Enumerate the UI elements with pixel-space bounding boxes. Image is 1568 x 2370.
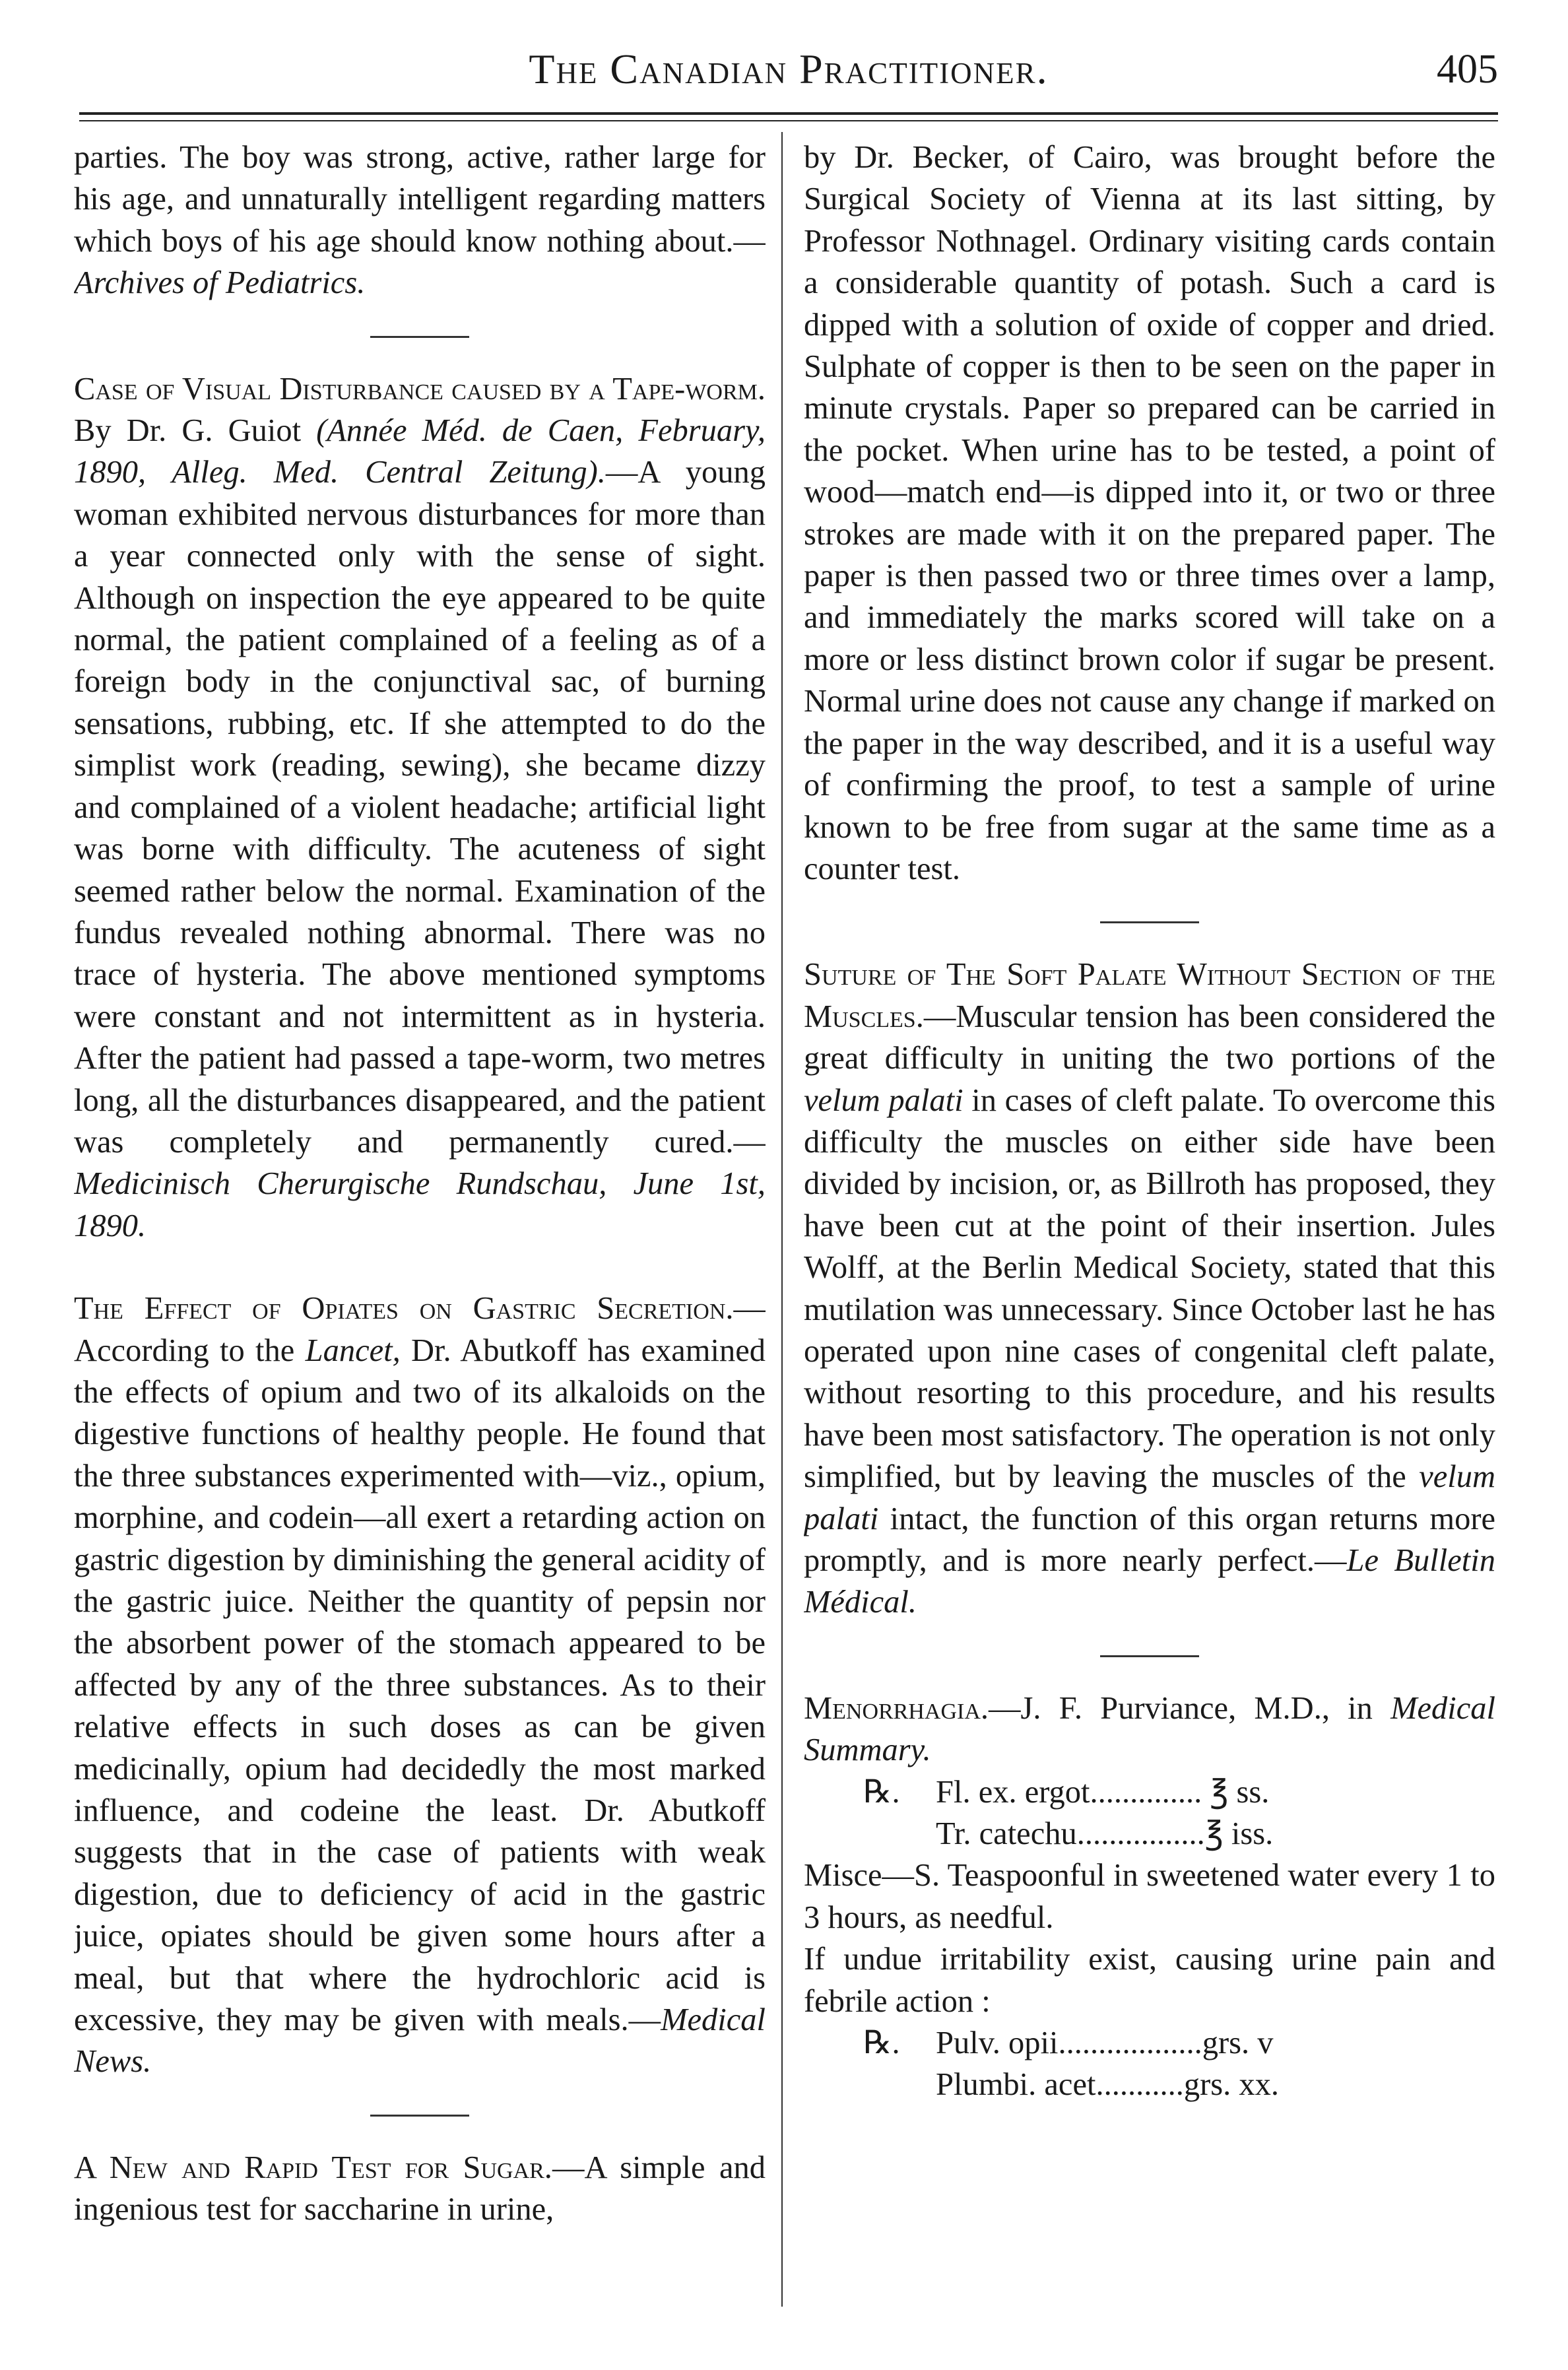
source-citation: Le Bulletin Médical. bbox=[804, 1543, 1495, 1620]
ingredient-line: Pulv. opii..................grs. v bbox=[936, 2025, 1274, 2061]
prescription-line bbox=[863, 2064, 1495, 2105]
running-header bbox=[79, 38, 1498, 117]
left-column bbox=[74, 137, 766, 2334]
author-text: By Dr. G. Guiot bbox=[74, 413, 317, 449]
ingredient-line: Plumbi. acet...........grs. xx. bbox=[936, 2067, 1279, 2103]
article-title: A New and Rapid Test for Sugar. bbox=[74, 2150, 552, 2185]
article-body: in cases of cleft palate. To overcome this difficulty the muscles on either side have been divided by incision, or, as Billroth has proposed, they have been cut at the point of their insertion. Jules Wolff, at the Berlin Medical Society, stated that this mutilation was unnecessary. Since October last he has operated upon nine cases of congenital cleft palate, without resorting to this procedure, and his results have been most satisfactory. The operation is not only simplified, but by leaving the muscles of the bbox=[804, 1082, 1495, 1495]
article-body: by Dr. Becker, of Cairo, was brought before the Surgical Society of Vienna at its last sitting, by Professor Nothnagel. Ordinary visiting cards contain a considerable quantity of potash. Such a card is dipped with a solution of oxide of copper and dried. Sulphate of copper is then to be seen on the paper in minute crystals. Paper so prepared can be carried in the pocket. When urine has to be tested, a point of wood—match end—is dipped into it, or two or three strokes are made with it on the prepared paper. The paper is then passed two or three times over a lamp, and immediately the marks scored will take on a more or less distinct brown color if sugar be present. Normal urine does not cause any change if marked on the paper in the way described, and it is a useful way of confirming the proof, to test a sample of urine known to be free from sugar at the same time as a counter test. bbox=[804, 140, 1495, 886]
directions bbox=[804, 1855, 1495, 1938]
article-menorrhagia bbox=[804, 1688, 1495, 1771]
recipe-symbol: ℞. bbox=[863, 2025, 900, 2061]
header-rule-thin bbox=[79, 120, 1498, 121]
article-body: Dr. Abutkoff has examined the effects of opium and two of its alkaloids on the digestive functions of healthy people. He found that the three substances experimented with—viz., opium, morphine, and codein—all exert a retarding action on gastric digestion by diminishing the general acidity of the gastric juice. Neither the quantity of pepsin nor the absorbent power of the stomach appeared to be affected by any of the three substances. As to their relative effects in such doses as can be given medicinally, opium had decidedly the most marked influence, and codeine the least. Dr. Abutkoff suggests that in the case of patients with weak digestion, due to deficiency of acid in the gastric juice, opiates should be given some hours after a meal, but that where the hydrochloric acid is excessive, they may be given with meals.— bbox=[74, 1333, 766, 2038]
section-separator bbox=[370, 2115, 469, 2117]
paragraph-text: Misce—S. Teaspoonful in sweetened water every 1 to 3 hours, as needful. bbox=[804, 1858, 1495, 1935]
ingredient-line: Tr. catechu................℥ iss. bbox=[936, 1816, 1274, 1852]
recipe-symbol: ℞. bbox=[863, 1774, 900, 1810]
article-title: Case of Visual Disturbance caused by a Tape-worm. bbox=[74, 371, 766, 407]
section-separator bbox=[1100, 1655, 1199, 1657]
article-title: The Effect of Opiates on Gastric Secretion. bbox=[74, 1291, 734, 1327]
section-separator bbox=[1100, 921, 1199, 923]
article-visual-disturbance bbox=[74, 368, 766, 1247]
article-body: —Muscular tension has been considered the great difficulty in uniting the two portions of the bbox=[804, 999, 1495, 1076]
prescription-line bbox=[863, 1771, 1495, 1813]
latin-term: velum palati bbox=[804, 1459, 1495, 1536]
right-column bbox=[804, 137, 1495, 2334]
section-separator bbox=[370, 336, 469, 338]
article-continuation bbox=[74, 137, 766, 304]
ingredient-line: Fl. ex. ergot.............. ℥ ss. bbox=[936, 1774, 1270, 1810]
article-opiates bbox=[74, 1288, 766, 2083]
citation: (Année Méd. de Caen, February, 1890, Alleg. Med. Central Zeitung). bbox=[74, 413, 766, 490]
article-body: —A young woman exhibited nervous disturbances for more than a year connected only with the sense of sight. Although on inspection the eye appeared to be quite normal, the patient complained of a feeling as of a foreign body in the conjunctival sac, of burning sensations, rubbing, etc. If she attempted to do the simplist work (reading, sewing), she became dizzy and complained of a violent headache; artificial light was borne with difficulty. The acuteness of sight seemed rather below the normal. Examination of the fundus revealed nothing abnormal. There was no trace of hysteria. The above mentioned symptoms were constant and not intermittent as in hysteria. After the patient had passed a tape-worm, two metres long, all the disturbances disappeared, and the patient was completely and permanently cured.— bbox=[74, 455, 766, 1160]
article-sugar-test-continued bbox=[804, 137, 1495, 890]
article-soft-palate bbox=[804, 954, 1495, 1624]
paragraph-text: If undue irritability exist, causing urine pain and febrile action : bbox=[804, 1942, 1495, 2019]
journal-name: Medical Summary. bbox=[804, 1690, 1495, 1768]
article-body: —A simple and ingenious test for saccharine in urine, bbox=[74, 2150, 766, 2227]
article-title: Suture of The Soft Palate Without Section of the Muscles. bbox=[804, 957, 1495, 1034]
source-citation: Medicinisch Cherurgische Rundschau, June 1st, 1890. bbox=[74, 1166, 766, 1243]
article-body: intact, the function of this organ returns more promptly, and is more nearly perfect.— bbox=[804, 1501, 1495, 1578]
page-number: 405 bbox=[1437, 47, 1498, 92]
directions bbox=[804, 1938, 1495, 2022]
paragraph-text: parties. The boy was strong, active, rather large for his age, and unnaturally intelligent regarding matters which boys of his age should know nothing about.— bbox=[74, 140, 766, 259]
journal-name: Lancet, bbox=[305, 1333, 401, 1368]
journal-title: The Canadian Practitioner. bbox=[529, 46, 1049, 92]
article-body: —According to the bbox=[74, 1291, 766, 1368]
prescription-line bbox=[863, 1813, 1495, 1855]
article-title: Menorrhagia. bbox=[804, 1690, 989, 1726]
prescription-line bbox=[863, 2022, 1495, 2064]
author-text: —J. F. Purviance, M.D., in bbox=[989, 1690, 1391, 1726]
header-rule-thick bbox=[79, 112, 1498, 115]
latin-term: velum palati bbox=[804, 1082, 964, 1118]
source-citation: Medical News. bbox=[74, 2002, 766, 2080]
article-sugar-test bbox=[74, 2147, 766, 2231]
column-divider bbox=[781, 132, 783, 2307]
source-citation: Archives of Pediatrics. bbox=[74, 265, 366, 301]
